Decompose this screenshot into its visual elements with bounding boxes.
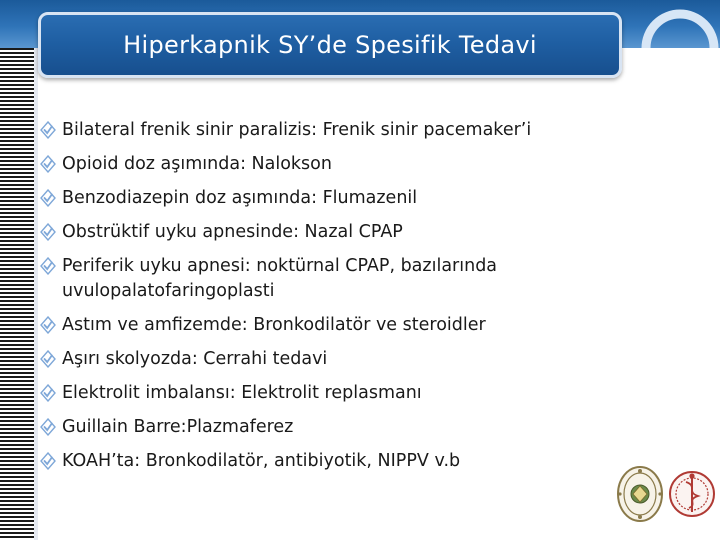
- diamond-check-icon: [40, 384, 56, 402]
- bullet-text: Periferik uyku apnesi: noktürnal CPAP, bazılarında uvulopalatofaringoplasti: [62, 256, 498, 301]
- bullet-item: [40, 220, 680, 245]
- bullet-item: [40, 415, 680, 440]
- diamond-check-icon: [40, 418, 56, 436]
- diamond-check-icon: [40, 316, 56, 334]
- corner-arc-decoration: [640, 0, 720, 48]
- bullet-text: KOAH’ta: Bronkodilatör, antibiyotik, NIPPV v.b: [62, 451, 461, 471]
- bullet-text: Benzodiazepin doz aşımında: Flumazenil: [62, 188, 418, 208]
- slide-title: Hiperkapnik SY’de Spesifik Tedavi: [123, 31, 537, 59]
- bullet-text: Obstrüktif uyku apnesinde: Nazal CPAP: [62, 222, 403, 242]
- diamond-check-icon: [40, 189, 56, 207]
- bullet-item: [40, 449, 680, 474]
- bullet-text: Guillain Barre:Plazmaferez: [62, 417, 294, 437]
- title-box: [38, 12, 622, 78]
- bullet-text: Opioid doz aşımında: Nalokson: [62, 154, 332, 174]
- bullet-text: Elektrolit imbalansı: Elektrolit replasmanı: [62, 383, 422, 403]
- diamond-check-icon: [40, 121, 56, 139]
- bullet-text: Bilateral frenik sinir paralizis: Frenik sinir pacemaker’i: [62, 120, 532, 140]
- bullet-list: [40, 118, 680, 483]
- bullet-item: [40, 313, 680, 338]
- left-gutter: [34, 48, 38, 540]
- diamond-check-icon: [40, 257, 56, 275]
- bullet-item: [40, 118, 680, 143]
- bullet-text: Astım ve amfizemde: Bronkodilatör ve steroidler: [62, 315, 486, 335]
- bullet-item: [40, 347, 680, 372]
- diamond-check-icon: [40, 452, 56, 470]
- bullet-item: [40, 254, 680, 304]
- medical-faculty-emblem-icon: [667, 460, 717, 526]
- diamond-check-icon: [40, 155, 56, 173]
- university-seal-icon: [615, 462, 665, 526]
- bullet-item: [40, 152, 680, 177]
- bullet-item: [40, 186, 680, 211]
- diamond-check-icon: [40, 350, 56, 368]
- diamond-check-icon: [40, 223, 56, 241]
- bullet-text: Aşırı skolyozda: Cerrahi tedavi: [62, 349, 328, 369]
- left-stripe-decoration: [0, 48, 34, 540]
- bullet-item: [40, 381, 680, 406]
